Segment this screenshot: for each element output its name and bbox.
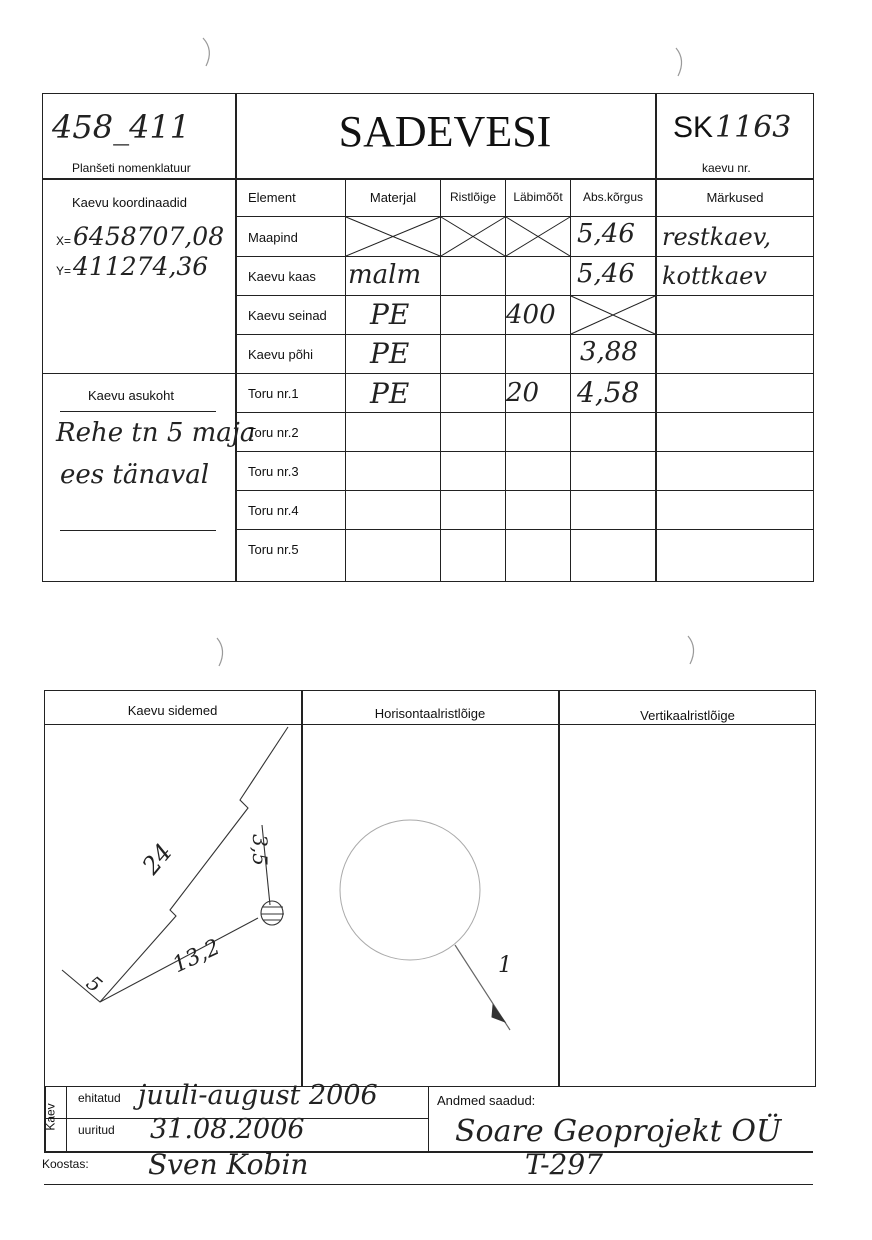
cell-material: malm [348,260,422,290]
surveyed-value: 31.08.2006 [150,1114,305,1145]
coordinates-label: Kaevu koordinaadid [72,195,187,210]
footer-side-label: Kaev [43,1103,58,1131]
cell-material: PE [370,337,410,370]
pipe-label: 1 [498,953,512,978]
sketch-col-vertical: Vertikaalristlõige [640,708,735,723]
sheet-number: 458_411 [52,108,191,146]
well-prefix: SK [673,111,714,144]
col-header-diameter: Läbimõõt [513,190,563,204]
built-value: juuli-august 2006 [138,1080,378,1111]
row-label: Kaevu kaas [248,269,316,284]
surveyed-label: uuritud [78,1123,115,1137]
sheet-label: Planšeti nomenklatuur [72,161,191,175]
built-label: ehitatud [78,1091,121,1105]
well-number: 1163 [715,110,792,145]
cell-diameter: 400 [506,300,556,330]
col-header-abs: Abs.kõrgus [582,190,644,204]
cell-notes: kottkaev [662,262,767,290]
dimension-label: 5 [81,970,107,998]
row-label: Kaevu seinad [248,308,327,323]
cell-abs-height: 3,88 [580,337,638,367]
author-value: Sven Kobin [148,1148,309,1181]
row-label: Toru nr.5 [248,542,299,557]
row-label: Kaevu põhi [248,347,314,362]
col-header-notes: Märkused [706,190,764,205]
row-label: Maapind [248,230,298,245]
well-label: kaevu nr. [702,161,751,175]
cell-material: PE [370,298,410,331]
location-line-1: Rehe tn 5 maja [56,418,256,448]
x-coordinate: X=6458707,08 [56,222,225,251]
location-line-2: ees tänaval [60,460,210,490]
page-title: SADEVESI [338,107,552,156]
col-header-material: Materjal [369,190,417,205]
sketch-col-horizontal: Horisontaalristlõige [374,706,486,721]
y-coordinate: Y=411274,36 [56,252,209,281]
data-source-value: Soare Geoprojekt OÜ [455,1114,782,1149]
cell-material: PE [370,377,410,410]
document-code: T-297 [525,1148,603,1181]
cell-abs-height: 4,58 [577,376,640,409]
cell-notes: restkaev, [662,223,772,251]
col-header-cross: Ristlõige [449,190,497,204]
row-label: Toru nr.1 [248,386,299,401]
sketch-col-ties: Kaevu sidemed [127,703,218,718]
dimension-label: 13,2 [169,934,224,979]
row-label: Toru nr.2 [248,425,299,440]
location-label: Kaevu asukoht [88,388,175,403]
cell-abs-height: 5,46 [577,219,635,249]
row-label: Toru nr.3 [248,464,299,479]
author-label: Koostas: [42,1157,89,1171]
data-source-label: Andmed saadud: [437,1093,536,1108]
row-label: Toru nr.4 [248,503,299,518]
cell-diameter: 20 [506,378,540,408]
dimension-label: 3,5 [247,834,272,866]
cell-abs-height: 5,46 [577,259,635,289]
dimension-label: 24 [136,838,178,880]
col-header-element: Element [248,190,296,205]
